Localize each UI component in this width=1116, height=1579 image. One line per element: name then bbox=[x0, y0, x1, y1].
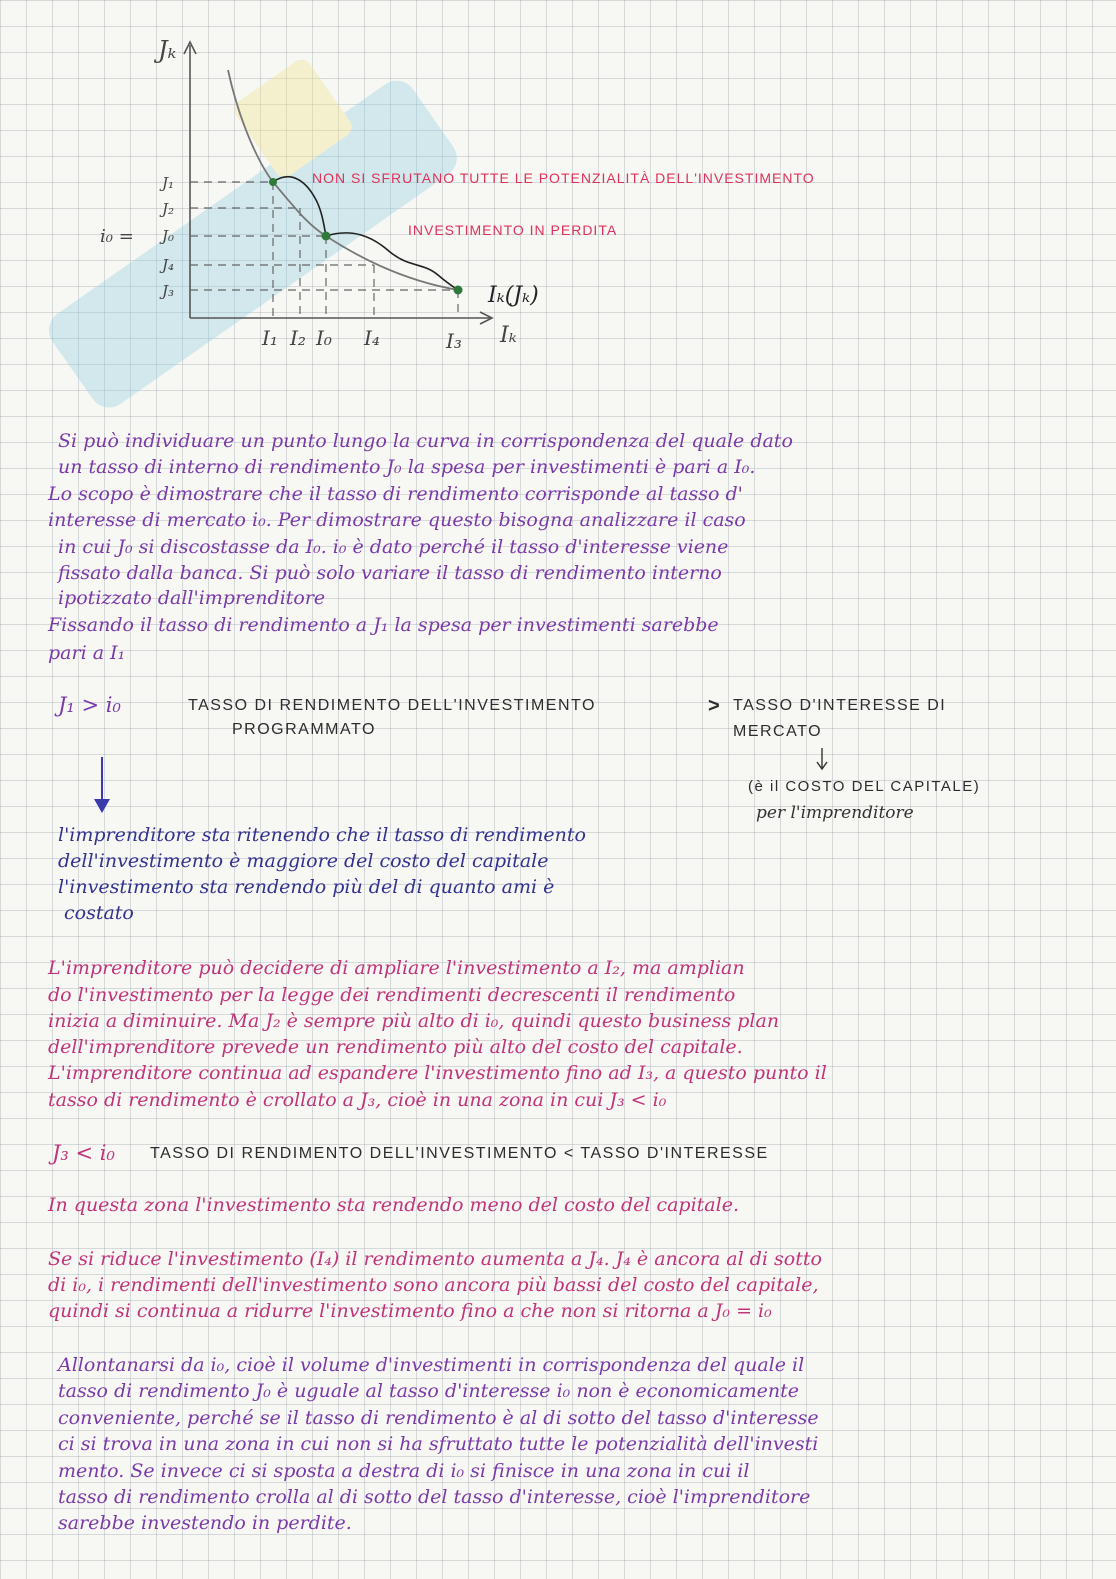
y-axis-label: Jₖ bbox=[158, 36, 177, 64]
p4-line: tasso di rendimento è crollato a J₃, cioè in una zona in cui J₃ < i₀ bbox=[48, 1089, 667, 1111]
p4-line: do l'investimento per la legge dei rendimenti decrescenti il rendimento bbox=[48, 984, 736, 1006]
inequality-2-left: J₃ < i₀ bbox=[52, 1141, 115, 1165]
p1-line: ipotizzato dall'imprenditore bbox=[58, 587, 326, 609]
p1-line: in cui J₀ si discostasse da I₀. i₀ è dato perché il tasso d'interesse viene bbox=[58, 536, 729, 558]
p7-line: Allontanarsi da i₀, cioè il volume d'investimenti in corrispondenza del quale il bbox=[58, 1354, 805, 1376]
inequality-1-middle-a: TASSO DI RENDIMENTO DELL'INVESTIMENTO bbox=[188, 697, 596, 714]
y-tick-J4: J₄ bbox=[162, 256, 175, 274]
point-J1 bbox=[269, 178, 277, 186]
p4-line: L'imprenditore può decidere di ampliare l'investimento a I₂, ma amplian bbox=[48, 957, 745, 979]
x-axis-label: Iₖ bbox=[500, 323, 517, 348]
cost-note-line-b: per l'imprenditore bbox=[756, 803, 914, 823]
p6-line: quindi si continua a ridurre l'investimento fino a che non si ritorna a J₀ = i₀ bbox=[48, 1300, 772, 1322]
x-tick-I0: I₀ bbox=[316, 326, 332, 350]
i0-equation: i₀ = bbox=[100, 226, 134, 247]
x-tick-I2: I₂ bbox=[290, 326, 306, 350]
p1-line: fissato dalla banca. Si può solo variare il tasso di rendimento interno bbox=[58, 562, 722, 584]
point-J0 bbox=[322, 232, 331, 241]
inequality-1-left: J₁ > i₀ bbox=[58, 693, 121, 717]
p4-line: dell'imprenditore prevede un rendimento più alto del costo del capitale. bbox=[48, 1036, 743, 1058]
p7-line: tasso di rendimento J₀ è uguale al tasso d'interesse i₀ non è economicamente bbox=[58, 1380, 799, 1402]
arrow-down-icon bbox=[90, 755, 114, 815]
p4-line: inizia a diminuire. Ma J₂ è sempre più alto di i₀, quindi questo business plan bbox=[48, 1010, 780, 1032]
inequality-1-right-a: TASSO D'INTERESSE DI bbox=[733, 697, 947, 714]
y-tick-J1: J₁ bbox=[162, 174, 175, 192]
p3-line: l'imprenditore sta ritenendo che il tasso di rendimento bbox=[58, 824, 586, 846]
point-J3 bbox=[454, 286, 463, 295]
inequality-1-middle-b: PROGRAMMATO bbox=[232, 721, 376, 738]
note-not-exploited: NON SI SFRUTANO TUTTE LE POTENZIALITÀ DELL'INVESTIMENTO bbox=[312, 170, 815, 186]
x-tick-I3: I₃ bbox=[446, 329, 462, 353]
x-tick-I4: I₄ bbox=[364, 326, 380, 350]
p6-line: di i₀, i rendimenti dell'investimento sono ancora più bassi del costo del capitale, bbox=[48, 1274, 819, 1296]
curve-label: Iₖ(Jₖ) bbox=[488, 283, 539, 308]
y-tick-J0: J₀ bbox=[162, 227, 175, 245]
y-tick-J3: J₃ bbox=[162, 282, 175, 300]
note-loss: INVESTIMENTO IN PERDITA bbox=[408, 222, 618, 238]
p3-line: l'investimento sta rendendo più del di quanto ami è bbox=[58, 876, 555, 898]
p7-line: sarebbe investendo in perdite. bbox=[58, 1512, 352, 1534]
inequality-1-operator: > bbox=[708, 695, 722, 717]
p6-line: Se si riduce l'investimento (I₄) il rendimento aumenta a J₄. J₄ è ancora al di sotto bbox=[48, 1248, 822, 1270]
investment-return-graph bbox=[90, 30, 610, 370]
p4-line: L'imprenditore continua ad espandere l'investimento fino ad I₃, a questo punto il bbox=[48, 1062, 827, 1084]
p7-line: tasso di rendimento crolla al di sotto del tasso d'interesse, cioè l'imprenditore bbox=[58, 1486, 811, 1508]
p2-line: pari a I₁ bbox=[48, 642, 126, 664]
arrow-to-cost-icon bbox=[814, 746, 830, 772]
p2-line: Fissando il tasso di rendimento a J₁ la spesa per investimenti sarebbe bbox=[48, 614, 719, 636]
paragraph-5: In questa zona l'investimento sta rendendo meno del costo del capitale. bbox=[48, 1194, 739, 1216]
p3-line: dell'investimento è maggiore del costo del capitale bbox=[58, 850, 549, 872]
p7-line: mento. Se invece ci si sposta a destra di i₀ si finisce in una zona in cui il bbox=[58, 1460, 750, 1482]
p1-line: un tasso di interno di rendimento J₀ la spesa per investimenti è pari a I₀. bbox=[58, 456, 756, 478]
p7-line: conveniente, perché se il tasso di rendimento è al di sotto del tasso d'interesse bbox=[58, 1407, 819, 1429]
p3-line: costato bbox=[64, 902, 134, 924]
inequality-1-right-b: MERCATO bbox=[733, 723, 823, 740]
x-tick-I1: I₁ bbox=[262, 326, 278, 350]
cost-note-line-a: (è il COSTO DEL CAPITALE) bbox=[748, 778, 981, 795]
y-tick-J2: J₂ bbox=[162, 200, 175, 218]
p1-line: Lo scopo è dimostrare che il tasso di rendimento corrisponde al tasso d' bbox=[48, 483, 743, 505]
p1-line: interesse di mercato i₀. Per dimostrare questo bisogna analizzare il caso bbox=[48, 509, 746, 531]
p1-line: Si può individuare un punto lungo la curva in corrispondenza del quale dato bbox=[58, 430, 793, 452]
inequality-2-text: TASSO DI RENDIMENTO DELL'INVESTIMENTO < TASSO D'INTERESSE bbox=[150, 1145, 769, 1162]
p7-line: ci si trova in una zona in cui non si ha sfruttato tutte le potenzialità dell'investi bbox=[58, 1433, 819, 1455]
